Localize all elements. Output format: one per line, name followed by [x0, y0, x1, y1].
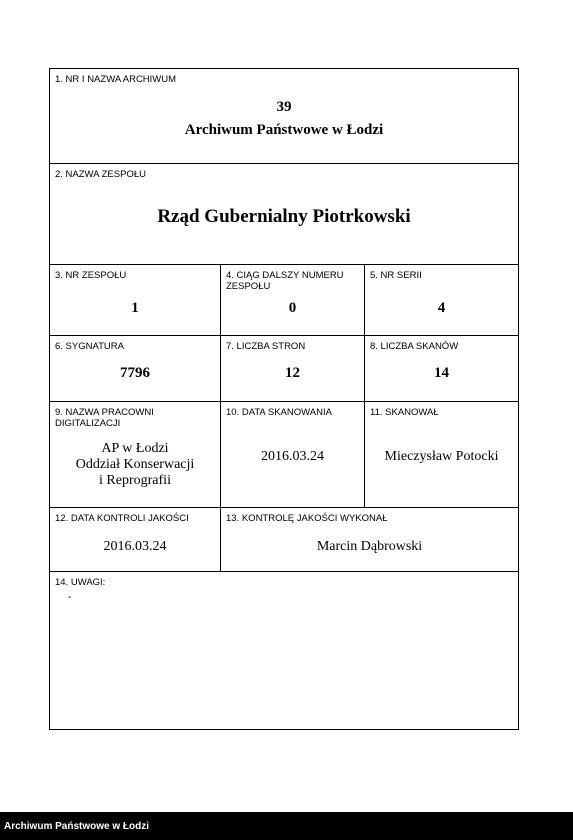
signature-cell: [50, 336, 220, 401]
scans-count-cell: [364, 336, 518, 401]
lab-name-value: [50, 441, 220, 489]
scanned-by-cell: [364, 402, 518, 507]
footer-bar: [0, 812, 573, 840]
metadata-card: [49, 68, 519, 730]
series-number-cell: [364, 265, 518, 335]
lab-name-line: i Reprografii: [99, 473, 171, 488]
fonds-number-cell: [50, 265, 220, 335]
series-number-label: 5. NR SERII: [370, 270, 422, 281]
archive-number: 39: [276, 99, 292, 115]
lab-name-line: Oddział Konserwacji: [75, 457, 195, 472]
signature-label: 6. SYGNATURA: [55, 341, 124, 352]
continuation-cell: [220, 265, 364, 335]
lab-name-label: 9. NAZWA PRACOWNI DIGITALIZACJI: [55, 407, 154, 429]
scans-count-value: 14: [434, 365, 449, 381]
scanned-by-label: 11. SKANOWAŁ: [370, 407, 439, 418]
lab-name-line: AP w Łodzi: [101, 441, 169, 456]
remarks-row: [50, 571, 518, 729]
footer-text: Archiwum Państwowe w Łodzi: [4, 821, 150, 832]
fonds-number-value: 1: [131, 300, 139, 316]
scans-count-label: 8. LICZBA SKANÓW: [370, 341, 459, 352]
remarks-label: 14. UWAGI:: [55, 577, 106, 588]
lab-name-cell: [50, 402, 220, 507]
fonds-name-value: Rząd Gubernialny Piotrkowski: [157, 206, 411, 227]
pages-count-label: 7. LICZBA STRON: [226, 341, 306, 352]
scan-date-value: 2016.03.24: [261, 449, 324, 464]
archive-row: [50, 69, 518, 163]
continuation-label: 4. CIĄG DALSZY NUMERU ZESPOŁU: [226, 270, 344, 292]
qc-by-value: Marcin Dąbrowski: [316, 539, 423, 554]
digitization-row: [50, 401, 518, 507]
pages-count-value: 12: [285, 365, 300, 381]
signature-value: 7796: [120, 365, 150, 381]
fonds-number-label: 3. NR ZESPOŁU: [55, 270, 127, 281]
series-number-value: 4: [437, 300, 446, 316]
qc-by-label: 13. KONTROLĘ JAKOŚCI WYKONAŁ: [226, 513, 388, 524]
remarks-value: -: [68, 592, 72, 603]
scan-date-label: 10. DATA SKANOWANIA: [226, 407, 332, 418]
fonds-name-row: [50, 163, 518, 264]
continuation-value: 0: [288, 300, 297, 316]
quality-row: [50, 507, 518, 571]
archive-label: 1. NR I NAZWA ARCHIWUM: [55, 74, 177, 85]
qc-date-label: 12. DATA KONTROLI JAKOŚCI: [55, 513, 189, 524]
pages-count-cell: [220, 336, 364, 401]
qc-by-cell: [220, 508, 518, 571]
qc-date-cell: [50, 508, 220, 571]
counts-row: [50, 335, 518, 401]
qc-date-value: 2016.03.24: [103, 539, 167, 554]
scanned-by-value: Mieczysław Potocki: [384, 449, 499, 464]
fonds-name-label: 2. NAZWA ZESPOŁU: [55, 169, 146, 180]
scan-date-cell: [220, 402, 364, 507]
archive-name: Archiwum Państwowe w Łodzi: [184, 122, 384, 138]
numbers-row: [50, 264, 518, 335]
